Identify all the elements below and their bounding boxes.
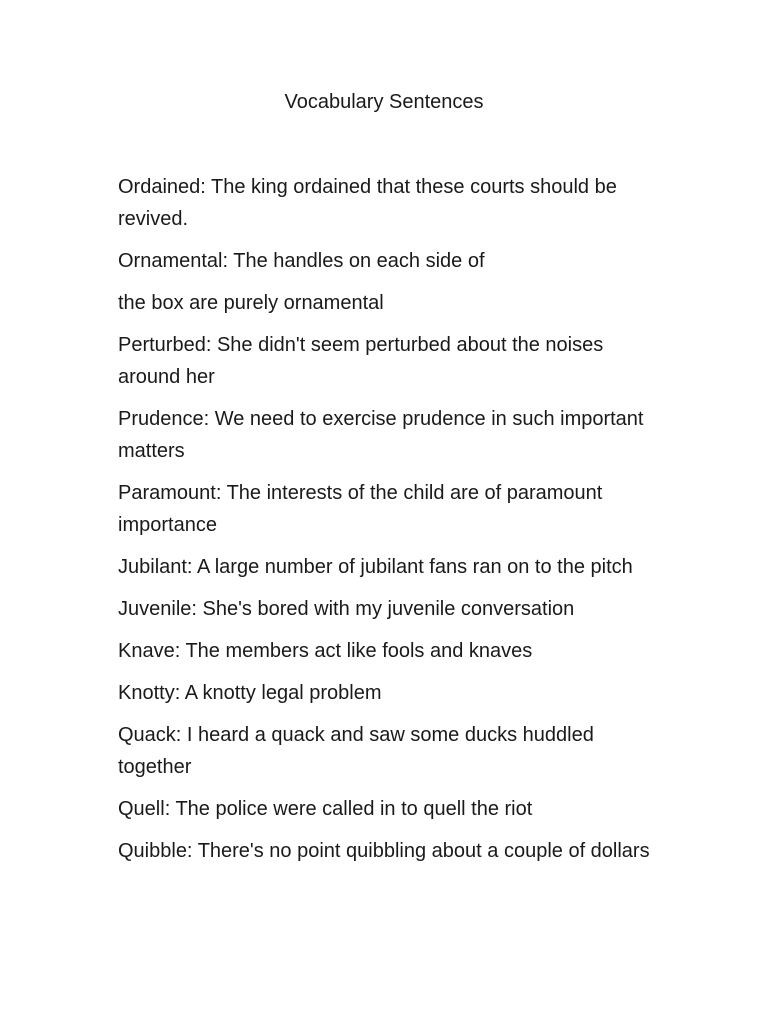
sentence-jubilant: Jubilant: A large number of jubilant fans ran on to the pitch <box>118 556 633 578</box>
sentence-ordained: Ordained: The king ordained that these courts should be revived. <box>118 176 617 230</box>
sentence-quell: Quell: The police were called in to quell the riot <box>118 798 533 820</box>
sentence-knave: Knave: The members act like fools and knaves <box>118 640 533 662</box>
sentence-quack: Quack: I heard a quack and saw some ducks huddled together <box>118 724 594 778</box>
sentence-ornamental-line-2: the box are purely ornamental <box>118 292 384 314</box>
sentence-ornamental-line-1: Ornamental: The handles on each side of <box>118 250 485 272</box>
sentence-quibble: Quibble: There's no point quibbling about a couple of dollars <box>118 840 650 862</box>
sentence-list <box>118 171 658 877</box>
document-title: Vocabulary Sentences <box>284 91 484 113</box>
sentence-prudence: Prudence: We need to exercise prudence in such important matters <box>118 408 644 462</box>
sentence-perturbed: Perturbed: She didn't seem perturbed about the noises around her <box>118 334 604 388</box>
sentence-paramount: Paramount: The interests of the child are of paramount importance <box>118 482 603 536</box>
sentence-juvenile: Juvenile: She's bored with my juvenile conversation <box>118 598 575 620</box>
sentence-knotty: Knotty: A knotty legal problem <box>118 682 382 704</box>
